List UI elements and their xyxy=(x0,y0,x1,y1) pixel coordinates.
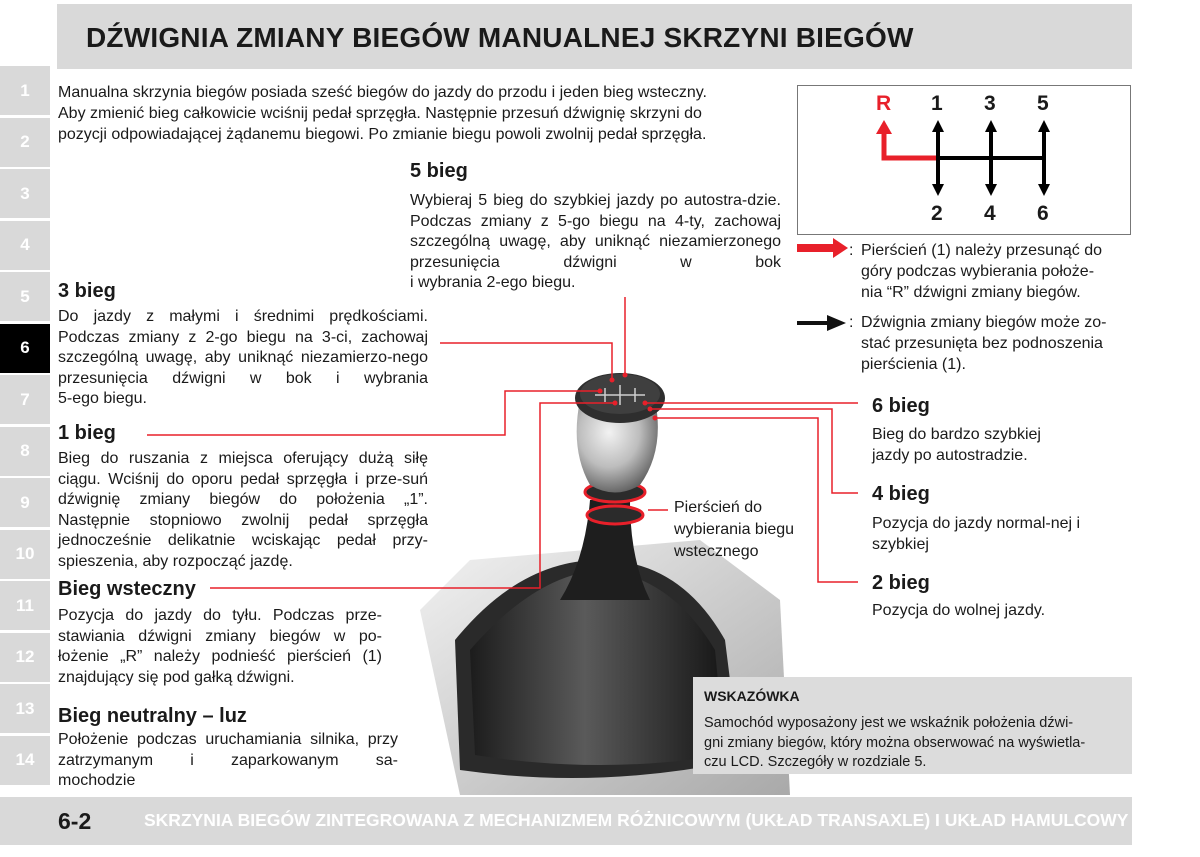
reverse-ring-label xyxy=(674,497,794,563)
chapter-tab-8[interactable]: 8 xyxy=(0,427,50,476)
ring-label-line-1: Pierścień do xyxy=(674,499,763,516)
chapter-tab-2[interactable]: 2 xyxy=(0,118,50,167)
gear3-heading: 3 bieg xyxy=(58,280,116,302)
gear6-heading: 6 bieg xyxy=(872,395,930,417)
chapter-tab-3[interactable]: 3 xyxy=(0,169,50,218)
shift-label-4: 4 xyxy=(984,202,996,225)
legend-black-colon: : xyxy=(849,314,854,331)
gear5-body-text: Wybieraj 5 bieg do szybkiej jazdy po autostra-dzie. Podczas zmiany z 5-go biegu na 4-ty, zachowaj szczególną uwagę, aby uniknąć niezamierzonego przesunięcia dźwigni w bok xyxy=(410,192,781,271)
ring-label-line-3: wstecznego xyxy=(674,543,759,560)
gear3-body-last: 5-ego biegu. xyxy=(58,390,147,407)
note-body xyxy=(704,714,1085,773)
shift-label-5: 5 xyxy=(1037,92,1049,115)
legend-red xyxy=(849,240,1102,303)
neutral-body-last: mochodzie xyxy=(58,772,136,789)
chapter-tab-6[interactable]: 6 xyxy=(0,324,50,373)
note-line-3: czu LCD. Szczegóły w rozdziale 5. xyxy=(704,754,927,770)
intro-line-3: pozycji odpowiadającej żądanemu biegowi. Po zmianie biegu powoli zwolnij pedał sprzęgła. xyxy=(58,126,707,143)
chapter-tab-12[interactable]: 12 xyxy=(0,633,50,682)
intro-line-2: Aby zmienić bieg całkowicie wciśnij pedał sprzęgła. Następnie przesuń dźwignię skrzyni do xyxy=(58,105,702,122)
gear3-body-text: Do jazdy z małymi i średnimi prędkościami. Podczas zmiany z 2-go biegu na 3-ci, zachowaj szczególną uwagę, aby uniknąć niezamierzo-nego przesunięcia dźwigni w bok i wybrania xyxy=(58,308,428,387)
shift-label-6: 6 xyxy=(1037,202,1049,225)
ring-label-line-2: wybierania biegu xyxy=(674,521,795,538)
shift-label-1: 1 xyxy=(931,92,943,115)
legend-black xyxy=(849,312,1106,375)
shift-label-2: 2 xyxy=(931,202,943,225)
note-line-1: Samochód wyposażony jest we wskaźnik położenia dźwi- xyxy=(704,715,1074,731)
chapter-tab-13[interactable]: 13 xyxy=(0,684,50,733)
footer-chapter-title: SKRZYNIA BIEGÓW ZINTEGROWANA Z MECHANIZMEM RÓŻNICOWYM (UKŁAD TRANSAXLE) I UKŁAD HAMULCOWY xyxy=(144,810,1129,830)
chapter-tab-4[interactable]: 4 xyxy=(0,221,50,270)
chapter-tab-5[interactable]: 5 xyxy=(0,272,50,321)
legend-red-line-2: góry podczas wybierania położe- xyxy=(861,263,1095,280)
shift-label-3: 3 xyxy=(984,92,996,115)
legend-black-line-2: stać przesunięta bez podnoszenia xyxy=(861,335,1103,352)
intro-line-1: Manualna skrzynia biegów posiada sześć biegów do jazdy do przodu i jeden bieg wsteczny. xyxy=(58,84,707,101)
legend-red-line-1: Pierścień (1) należy przesunąć do xyxy=(861,242,1103,259)
chapter-tab-10[interactable]: 10 xyxy=(0,530,50,579)
neutral-body-text: Położenie podczas uruchamiania silnika, przy zatrzymanym i zaparkowanym sa- xyxy=(58,731,398,769)
gear1-body-text: Bieg do ruszania z miejsca oferujący dużą siłę ciągu. Wciśnij do oporu pedał sprzęgła i prze-suń dźwignię zmiany biegów do położenia „1”. Następnie stopniowo zwolnij pedał sprzęgła jednocześnie delikatnie wciskając pedał przy- xyxy=(58,450,428,549)
black-arrow-icon xyxy=(797,315,846,331)
chapter-tab-14[interactable]: 14 xyxy=(0,736,50,785)
gear4-heading: 4 bieg xyxy=(872,483,930,505)
gear2-heading: 2 bieg xyxy=(872,572,930,594)
reverse-body-text: Pozycja do jazdy do tyłu. Podczas prze-stawiania dźwigni zmiany biegów w po-łożenie „R” należy podnieść pierścień (1) xyxy=(58,607,382,665)
gear1-body-last: spieszenia, aby rozpocząć jazdę. xyxy=(58,552,293,570)
reverse-heading: Bieg wsteczny xyxy=(58,578,196,600)
chapter-tab-9[interactable]: 9 xyxy=(0,478,50,527)
note-title: WSKAZÓWKA xyxy=(704,688,800,704)
gear1-heading: 1 bieg xyxy=(58,422,116,444)
chapter-tab-1[interactable]: 1 xyxy=(0,66,50,115)
gear5-heading: 5 bieg xyxy=(410,160,468,182)
chapter-tab-11[interactable]: 11 xyxy=(0,581,50,630)
gear6-body: Bieg do bardzo szybkiej jazdy po autostradzie. xyxy=(872,426,1041,464)
page-title: DŹWIGNIA ZMIANY BIEGÓW MANUALNEJ SKRZYNI BIEGÓW xyxy=(86,22,914,53)
chapter-tab-7[interactable]: 7 xyxy=(0,375,50,424)
gear2-body: Pozycja do wolnej jazdy. xyxy=(872,602,1046,619)
page-number: 6-2 xyxy=(58,808,92,834)
legend-red-colon: : xyxy=(849,242,854,259)
legend-red-line-3: nia “R” dźwigni zmiany biegów. xyxy=(861,284,1081,301)
legend-black-line-1: Dźwignia zmiany biegów może zo- xyxy=(861,314,1107,331)
shift-label-r: R xyxy=(876,92,892,115)
note-line-2: gni zmiany biegów, który można obserwować na wyświetla- xyxy=(704,734,1086,751)
reverse-body-last: znajdujący się pod gałką dźwigni. xyxy=(58,668,295,686)
gear5-body-last: i wybrania 2-ego biegu. xyxy=(410,274,576,291)
note-box xyxy=(693,677,1132,774)
red-arrow-icon xyxy=(797,238,848,258)
neutral-heading: Bieg neutralny – luz xyxy=(58,705,247,727)
gear4-body: Pozycja do jazdy normal-nej i szybkiej xyxy=(872,515,1081,553)
legend-black-line-3: pierścienia (1). xyxy=(861,356,966,373)
